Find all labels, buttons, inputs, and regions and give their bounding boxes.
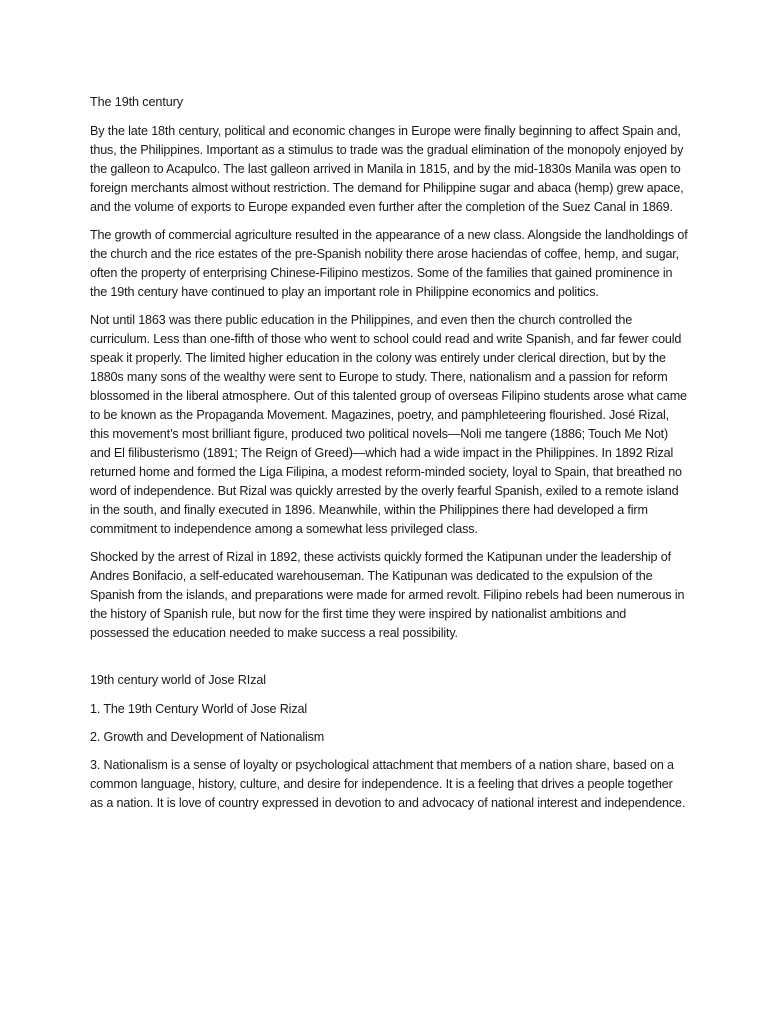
section-title-19th-century: The 19th century	[90, 95, 183, 109]
paragraph-commercial-agriculture: The growth of commercial agriculture resulted in the appearance of a new class. Alongside the landholdings of the church and the rice estates of the pre-Spanish nobility there arose haciendas of coffee, hemp, and sugar, often the property of enterprising Chinese-Filipino mestizos. Some of the families that gained prominence in the 19th century have continued to play an important role in Philippine economics and politics.	[90, 228, 688, 299]
paragraph-economic-changes: By the late 18th century, political and economic changes in Europe were finally beginning to affect Spain and, thus, the Philippines. Important as a stimulus to trade was the gradual elimination of the monopoly enjoyed by the galleon to Acapulco. The last galleon arrived in Manila in 1815, and by the mid-1830s Manila was open to foreign merchants almost without restriction. The demand for Philippine sugar and abaca (hemp) grew apace, and the volume of exports to Europe expanded even further after the completion of the Suez Canal in 1869.	[90, 124, 684, 214]
list-item-1: 1. The 19th Century World of Jose Rizal	[90, 702, 307, 716]
list-item-2: 2. Growth and Development of Nationalism	[90, 730, 325, 744]
section-title-rizal-world: 19th century world of Jose RIzal	[90, 673, 266, 687]
section-gap	[90, 652, 688, 671]
list-item-3: 3. Nationalism is a sense of loyalty or psychological attachment that members of a nation share, based on a common language, history, culture, and desire for independence. It is a feeling that drives a people together as a nation. It is love of country expressed in devotion to and advocacy of national interest and independence.	[90, 758, 686, 810]
paragraph-public-education: Not until 1863 was there public education in the Philippines, and even then the church controlled the curriculum. Less than one-fifth of those who went to school could read and write Spanish, and far fewer could speak it properly. The limited higher education in the colony was entirely under clerical direction, but by the 1880s many sons of the wealthy were sent to Europe to study. There, nationalism and a passion for reform blossomed in the liberal atmosphere. Out of this talented group of overseas Filipino students arose what came to be known as the Propaganda Movement. Magazines, poetry, and pamphleteering flourished. José Rizal, this movement’s most brilliant figure, produced two political novels—Noli me tangere (1886; Touch Me Not) and El filibusterismo (1891; The Reign of Greed)—which had a wide impact in the Philippines. In 1892 Rizal returned home and formed the Liga Filipina, a modest reform-minded society, loyal to Spain, that breathed no word of independence. But Rizal was quickly arrested by the overly fearful Spanish, exiled to a remote island in the south, and finally executed in 1896. Meanwhile, within the Philippines there had developed a firm commitment to independence among a somewhat less privileged class.	[90, 313, 687, 536]
paragraph-katipunan: Shocked by the arrest of Rizal in 1892, these activists quickly formed the Katipunan under the leadership of Andres Bonifacio, a self-educated warehouseman. The Katipunan was dedicated to the expulsion of the Spanish from the islands, and preparations were made for armed revolt. Filipino rebels had been numerous in the history of Spanish rule, but now for the first time they were inspired by nationalist ambitions and possessed the education needed to make success a real possibility.	[90, 550, 685, 640]
